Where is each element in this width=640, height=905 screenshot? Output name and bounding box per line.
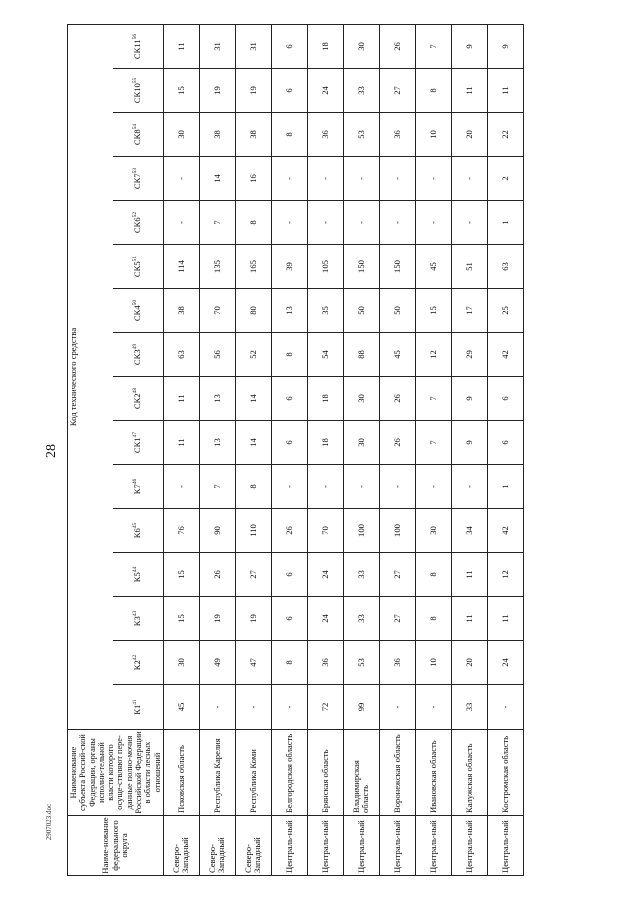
code-footnote: 55	[132, 77, 139, 84]
cell-value: -	[379, 685, 415, 730]
cell-value: 30	[343, 24, 379, 68]
cell-value: 36	[307, 641, 343, 685]
cell-value: 165	[235, 245, 271, 289]
cell-value: 27	[235, 553, 271, 597]
cell-value: 38	[199, 113, 235, 157]
cell-value: 9	[487, 24, 523, 68]
cell-value: 18	[307, 421, 343, 465]
cell-value: 33	[343, 597, 379, 641]
cell-value: 6	[271, 421, 307, 465]
cell-subject: Республика Карелия	[199, 730, 235, 816]
table-row	[199, 24, 235, 875]
cell-value: -	[199, 685, 235, 730]
cell-value: -	[451, 465, 487, 509]
cell-value: 19	[199, 597, 235, 641]
code-label: СК8	[132, 129, 143, 146]
code-label: К3	[132, 616, 143, 627]
page-number: 28	[44, 444, 59, 458]
code-footnote: 43	[132, 610, 139, 617]
table-row	[163, 24, 199, 875]
cell-value: 9	[451, 24, 487, 68]
cell-value: -	[307, 157, 343, 201]
code-footnote: 42	[132, 654, 139, 661]
code-footnote: 48	[132, 387, 139, 394]
cell-value: 8	[271, 641, 307, 685]
cell-subject: Псковская область	[163, 730, 199, 816]
cell-value: 6	[487, 421, 523, 465]
cell-value: 50	[343, 289, 379, 333]
footer-filename: 2907023.doc	[45, 803, 53, 841]
table-row	[343, 24, 379, 875]
code-header	[113, 553, 163, 597]
cell-subject: Брянская область	[307, 730, 343, 816]
cell-value: 2	[487, 157, 523, 201]
cell-value: 52	[235, 333, 271, 377]
cell-value: 25	[487, 289, 523, 333]
code-footnote: 53	[132, 167, 139, 174]
code-footnote: 46	[132, 478, 139, 485]
header-code-group: Код технического средства	[68, 24, 113, 729]
cell-value: -	[343, 465, 379, 509]
cell-value: 6	[487, 377, 523, 421]
cell-value: -	[451, 157, 487, 201]
cell-value: 42	[487, 333, 523, 377]
code-footnote: 44	[132, 566, 139, 573]
cell-value: 10	[415, 113, 451, 157]
cell-federal-district: Централь-ный	[307, 816, 343, 876]
cell-value: 99	[343, 685, 379, 730]
cell-value: -	[307, 201, 343, 245]
cell-value: 11	[487, 69, 523, 113]
cell-value: 24	[307, 553, 343, 597]
code-header	[113, 509, 163, 553]
cell-value: 8	[415, 553, 451, 597]
cell-value: 22	[487, 113, 523, 157]
table-row	[415, 24, 451, 875]
header-subject: Наименование субъекта Россий-ской Федерации, органы исполни-тельной власти которого осуще-ствляют пере-данные полно-мочия Российской Федерации в области лесных отношений	[69, 731, 162, 814]
cell-value: 31	[199, 24, 235, 68]
cell-value: 45	[415, 245, 451, 289]
cell-value: 6	[271, 69, 307, 113]
cell-value: 70	[199, 289, 235, 333]
cell-value: 6	[271, 597, 307, 641]
cell-value: 7	[415, 24, 451, 68]
code-footnote: 56	[132, 33, 139, 40]
cell-value: 8	[271, 333, 307, 377]
cell-value: 42	[487, 509, 523, 553]
cell-value: -	[487, 685, 523, 730]
cell-value: 16	[235, 157, 271, 201]
cell-value: 80	[235, 289, 271, 333]
cell-federal-district: Централь-ный	[379, 816, 415, 876]
cell-value: 6	[271, 24, 307, 68]
code-header	[113, 641, 163, 685]
cell-value: 27	[379, 597, 415, 641]
cell-value: 12	[487, 553, 523, 597]
cell-value: 51	[451, 245, 487, 289]
cell-value: 49	[199, 641, 235, 685]
code-label: СК6	[132, 217, 143, 234]
cell-value: 150	[379, 245, 415, 289]
code-footnote: 49	[132, 343, 139, 350]
cell-value: 33	[343, 553, 379, 597]
cell-value: 19	[235, 69, 271, 113]
cell-value: -	[379, 465, 415, 509]
cell-value: 11	[451, 597, 487, 641]
cell-value: 8	[415, 69, 451, 113]
cell-value: -	[307, 465, 343, 509]
cell-value: -	[415, 157, 451, 201]
cell-value: 10	[415, 641, 451, 685]
cell-federal-district: Северо-Западный	[163, 816, 199, 876]
code-label: СК5	[132, 261, 143, 278]
cell-value: 8	[271, 113, 307, 157]
cell-value: -	[163, 157, 199, 201]
code-header	[113, 113, 163, 157]
cell-value: 20	[451, 641, 487, 685]
cell-value: 30	[415, 509, 451, 553]
code-label: К1	[132, 704, 143, 715]
cell-value: 24	[307, 69, 343, 113]
cell-value: 90	[199, 509, 235, 553]
cell-value: 9	[451, 421, 487, 465]
cell-federal-district: Северо-Западный	[199, 816, 235, 876]
cell-value: -	[343, 157, 379, 201]
header-federal-district: Наиме-нование федерального округа	[68, 816, 164, 876]
cell-value: 15	[415, 289, 451, 333]
code-footnote: 52	[132, 211, 139, 218]
cell-value: 9	[451, 377, 487, 421]
cell-value: 135	[199, 245, 235, 289]
cell-value: 54	[307, 333, 343, 377]
code-footnote: 54	[132, 123, 139, 130]
code-label: СК4	[132, 305, 143, 322]
cell-value: 30	[343, 421, 379, 465]
cell-value: 8	[415, 597, 451, 641]
cell-value: 19	[235, 597, 271, 641]
cell-value: 36	[379, 113, 415, 157]
cell-value: 20	[451, 113, 487, 157]
cell-value: 76	[163, 509, 199, 553]
cell-value: 72	[307, 685, 343, 730]
table-header	[68, 24, 164, 875]
cell-value: 7	[415, 377, 451, 421]
code-header	[113, 201, 163, 245]
cell-value: 24	[487, 641, 523, 685]
cell-value: 7	[415, 421, 451, 465]
cell-value: 38	[163, 289, 199, 333]
cell-value: 7	[199, 201, 235, 245]
cell-value: 1	[487, 201, 523, 245]
cell-value: 35	[307, 289, 343, 333]
cell-value: 27	[379, 553, 415, 597]
cell-value: -	[235, 685, 271, 730]
cell-value: 34	[451, 509, 487, 553]
cell-value: 18	[307, 24, 343, 68]
cell-value: -	[271, 201, 307, 245]
cell-value: -	[415, 465, 451, 509]
cell-value: 12	[415, 333, 451, 377]
cell-value: 31	[235, 24, 271, 68]
code-header	[113, 465, 163, 509]
code-label: К6	[132, 528, 143, 539]
cell-value: 33	[451, 685, 487, 730]
table-row	[271, 24, 307, 875]
cell-federal-district: Централь-ный	[415, 816, 451, 876]
cell-value: 88	[343, 333, 379, 377]
code-header	[113, 597, 163, 641]
code-footnote: 47	[132, 431, 139, 438]
table-body	[163, 24, 523, 875]
cell-value: 70	[307, 509, 343, 553]
code-label: К2	[132, 660, 143, 671]
code-footnote: 51	[132, 255, 139, 262]
cell-value: 6	[271, 553, 307, 597]
cell-value: 110	[235, 509, 271, 553]
table-row	[487, 24, 523, 875]
cell-federal-district: Централь-ный	[451, 816, 487, 876]
code-footnote: 41	[132, 699, 139, 705]
cell-value: -	[271, 157, 307, 201]
code-footnote: 45	[132, 522, 139, 529]
cell-subject: Ивановская область	[415, 730, 451, 816]
table-row	[379, 24, 415, 875]
cell-value: 13	[271, 289, 307, 333]
cell-value: 30	[163, 641, 199, 685]
code-label: СК10	[132, 83, 143, 104]
cell-value: 30	[343, 377, 379, 421]
cell-value: -	[163, 201, 199, 245]
cell-value: 7	[199, 465, 235, 509]
cell-value: 1	[487, 465, 523, 509]
cell-value: 18	[307, 377, 343, 421]
cell-value: 11	[163, 421, 199, 465]
code-header	[113, 69, 163, 113]
technical-means-table	[67, 24, 524, 876]
table-row	[235, 24, 271, 875]
cell-value: 11	[487, 597, 523, 641]
code-label: К7	[132, 484, 143, 495]
cell-subject: Костромская область	[487, 730, 523, 816]
cell-value: 36	[379, 641, 415, 685]
cell-value: 11	[451, 69, 487, 113]
code-header	[113, 333, 163, 377]
code-header	[113, 421, 163, 465]
cell-value: 100	[343, 509, 379, 553]
code-header	[113, 245, 163, 289]
cell-value: 17	[451, 289, 487, 333]
cell-value: 13	[199, 421, 235, 465]
cell-value: 50	[379, 289, 415, 333]
table-row	[307, 24, 343, 875]
cell-value: -	[343, 201, 379, 245]
cell-value: 15	[163, 553, 199, 597]
cell-value: 26	[199, 553, 235, 597]
cell-value: 14	[235, 421, 271, 465]
cell-value: 63	[487, 245, 523, 289]
cell-value: 63	[163, 333, 199, 377]
cell-value: 38	[235, 113, 271, 157]
cell-value: 45	[163, 685, 199, 730]
cell-value: 24	[307, 597, 343, 641]
cell-value: 33	[343, 69, 379, 113]
cell-value: 26	[379, 24, 415, 68]
cell-value: 36	[307, 113, 343, 157]
cell-value: 6	[271, 377, 307, 421]
cell-value: -	[379, 157, 415, 201]
cell-subject: Белгородская область	[271, 730, 307, 816]
cell-value: 29	[451, 333, 487, 377]
cell-subject: Воронежская область	[379, 730, 415, 816]
cell-subject: Калужская область	[451, 730, 487, 816]
code-header	[113, 24, 163, 68]
cell-value: 27	[379, 69, 415, 113]
cell-value: -	[163, 465, 199, 509]
cell-federal-district: Централь-ный	[487, 816, 523, 876]
cell-value: -	[379, 201, 415, 245]
cell-value: -	[451, 201, 487, 245]
cell-federal-district: Централь-ный	[271, 816, 307, 876]
code-label: СК3	[132, 349, 143, 366]
cell-value: 47	[235, 641, 271, 685]
cell-value: -	[271, 465, 307, 509]
code-label: СК11	[132, 39, 143, 60]
rotated-table-wrapper	[67, 30, 639, 876]
cell-value: 8	[235, 465, 271, 509]
cell-value: 11	[163, 24, 199, 68]
cell-federal-district: Централь-ный	[343, 816, 379, 876]
cell-subject: Республика Коми	[235, 730, 271, 816]
cell-value: 15	[163, 597, 199, 641]
code-label: СК1	[132, 437, 143, 454]
code-label: К5	[132, 572, 143, 583]
table-row	[451, 24, 487, 875]
cell-value: 56	[199, 333, 235, 377]
cell-value: 30	[163, 113, 199, 157]
code-header	[113, 377, 163, 421]
cell-value: 14	[235, 377, 271, 421]
cell-value: 13	[199, 377, 235, 421]
cell-value: 53	[343, 641, 379, 685]
cell-federal-district: Северо-Западный	[235, 816, 271, 876]
cell-value: 105	[307, 245, 343, 289]
cell-value: 150	[343, 245, 379, 289]
code-footnote: 50	[132, 299, 139, 306]
code-header	[113, 157, 163, 201]
cell-value: 39	[271, 245, 307, 289]
cell-value: -	[271, 685, 307, 730]
cell-value: 19	[199, 69, 235, 113]
cell-value: 100	[379, 509, 415, 553]
cell-value: 15	[163, 69, 199, 113]
code-label: СК2	[132, 393, 143, 410]
cell-value: 53	[343, 113, 379, 157]
cell-value: 8	[235, 201, 271, 245]
cell-value: 114	[163, 245, 199, 289]
cell-value: 26	[379, 377, 415, 421]
cell-value: -	[415, 201, 451, 245]
cell-value: -	[415, 685, 451, 730]
cell-value: 14	[199, 157, 235, 201]
cell-value: 11	[451, 553, 487, 597]
cell-value: 45	[379, 333, 415, 377]
cell-value: 26	[271, 509, 307, 553]
cell-value: 26	[379, 421, 415, 465]
code-header	[113, 685, 163, 730]
code-label: СК7	[132, 173, 143, 190]
cell-subject: Владимирская область	[343, 730, 379, 816]
cell-value: 11	[163, 377, 199, 421]
code-header	[113, 289, 163, 333]
